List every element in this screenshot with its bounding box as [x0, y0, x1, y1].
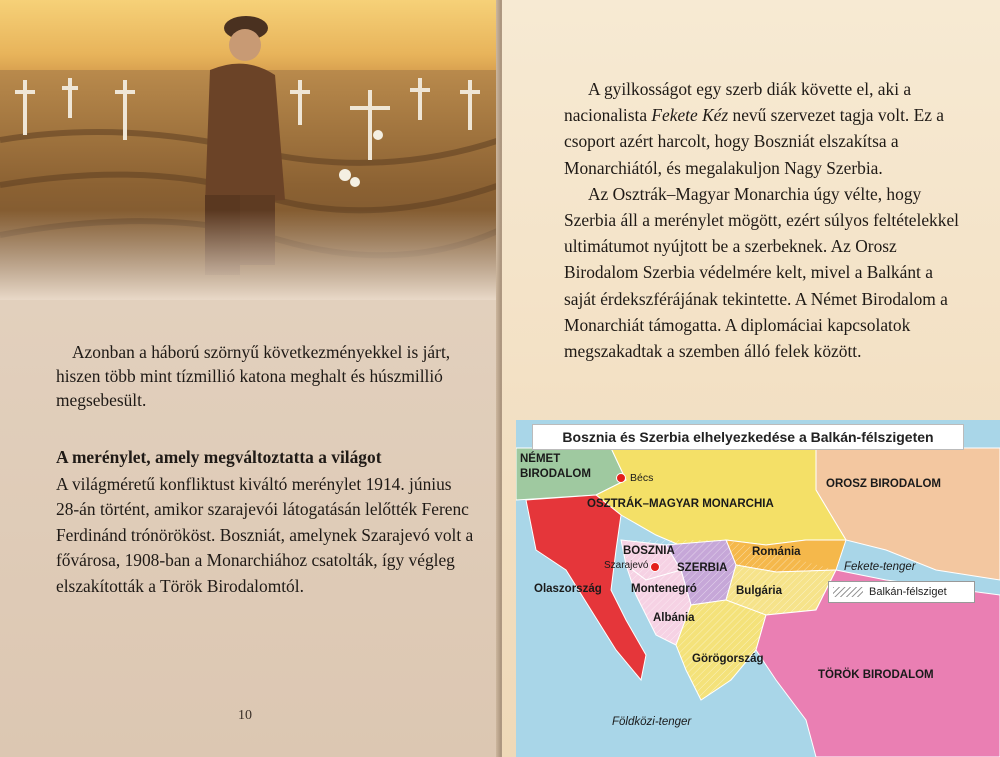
page-number: 10: [238, 708, 252, 723]
sarajevo-marker: [650, 562, 660, 572]
label-becs: Bécs: [630, 472, 654, 484]
label-foldkozi-tenger: Földközi-tenger: [612, 716, 692, 728]
right-page-text: [564, 76, 964, 364]
vienna-marker: [616, 473, 626, 483]
map-title: Bosznia és Szerbia elhelyezkedése a Balkán-félszigeten: [532, 424, 964, 450]
label-gorogorszag: Görögország: [692, 653, 764, 665]
paragraph-ultimatum: Az Osztrák–Magyar Monarchia úgy vélte, hogy Szerbia áll a merénylet mögött, ezért súlyos feltételekkel ultimátumot nyújtott be a szerbeknek. Az Orosz Birodalom Szerbia védelmére kelt, mivel a Balkánt a saját érdekszférájának tekintette. A Német Birodalom a Monarchiát támogatta. A diplomáciai kapcsolatok megszakadtak a szemben álló felek között.: [564, 183, 960, 362]
label-torok: TÖRÖK BIRODALOM: [818, 669, 934, 681]
paragraph-consequences: Azonban a háború szörnyű következményekkel is járt, hiszen több mint tízmillió katona meghalt és húszmillió megsebesült.: [56, 342, 451, 410]
paragraph-assassin: A gyilkosságot egy szerb diák követte el, aki a nacionalista Fekete Kéz nevű szervezet tagja volt. Ez a csoport azért harcolt, hogy Boszniát elszakítsa a Monarchiától, és megalakuljon Nagy Szerbia.: [564, 79, 945, 178]
legend-label: Balkán-félsziget: [869, 586, 947, 598]
label-bulgaria: Bulgária: [736, 585, 783, 597]
label-albania: Albánia: [653, 612, 695, 624]
hatch-swatch: [833, 587, 863, 597]
label-olaszorszag: Olaszország: [534, 583, 602, 595]
label-bosznia: BOSZNIA: [623, 545, 675, 557]
section-heading: A merénylet, amely megváltoztatta a világot: [56, 447, 382, 467]
battlefield-illustration: [0, 0, 500, 300]
label-nemet-2: BIRODALOM: [520, 468, 591, 480]
label-szarajevo: Szarajevó: [604, 560, 649, 571]
label-szerbia: SZERBIA: [677, 562, 728, 574]
label-osztrak-magyar: OSZTRÁK–MAGYAR MONARCHIA: [587, 498, 774, 510]
map-legend: [828, 581, 975, 603]
paragraph-assassination: A világméretű konfliktust kiváltó merénylet 1914. június 28-án történt, amikor szarajevói látogatásán lelőtték Ferenc Ferdinánd trónörököst. Boszniát, amelynek Szarajevó volt a fővárosa, 1908-ban a Monarchiához csatolták, így végleg elszakították a Török Birodalomtól.: [56, 474, 474, 596]
label-nemet-1: NÉMET: [520, 453, 561, 465]
label-montenegro: Montenegró: [631, 583, 697, 595]
label-orosz: OROSZ BIRODALOM: [826, 478, 941, 490]
label-fekete-tenger: Fekete-tenger: [844, 561, 916, 573]
label-romania: Románia: [752, 546, 801, 558]
